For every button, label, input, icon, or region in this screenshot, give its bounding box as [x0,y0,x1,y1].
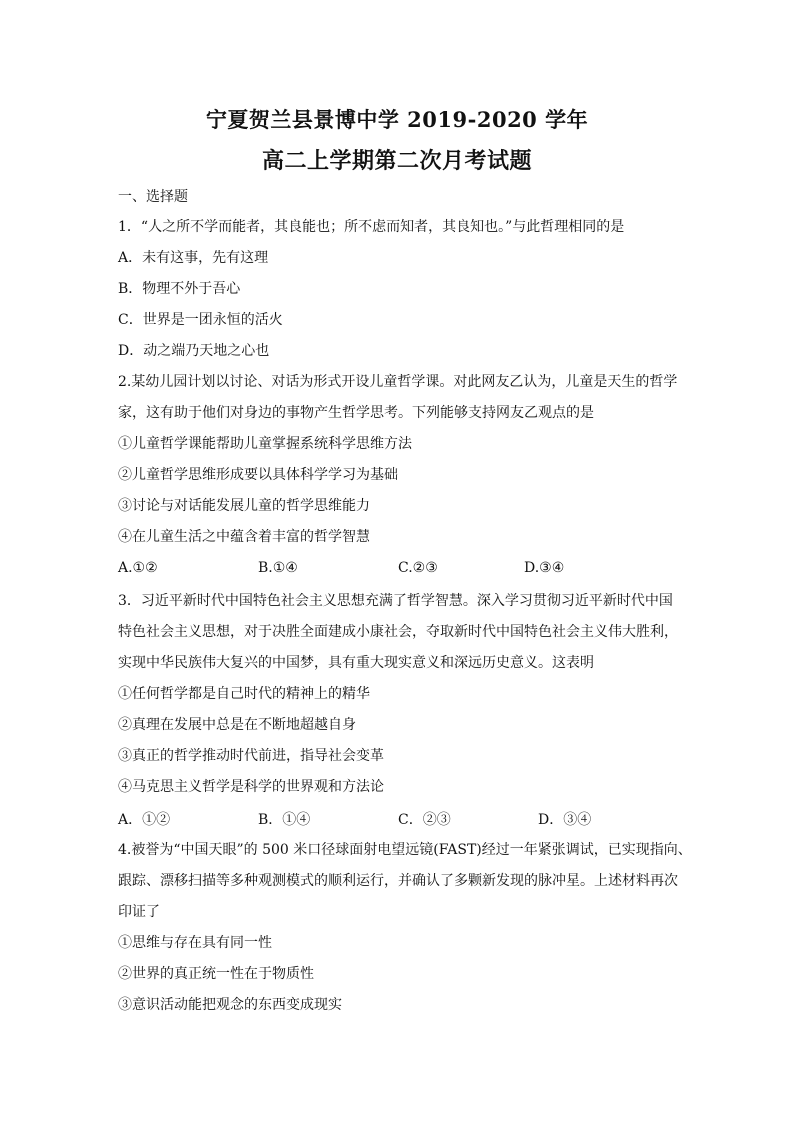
q4-item-2: ②世界的真正统一性在于物质性 [118,966,314,982]
q2-choice-b: B.①④ [258,560,298,576]
q1-option-d: D．动之端乃天地之心也 [118,343,270,359]
q2-stem-line1: 2.某幼儿园计划以讨论、对话为形式开设儿童哲学课。对此网友乙认为，儿童是天生的哲学 [118,374,678,390]
q1-stem: 1．“人之所不学而能者，其良能也；所不虑而知者，其良知也。”与此哲理相同的是 [118,219,625,235]
q2-choices [118,560,684,580]
q3-choice-b: B．①④ [258,812,311,828]
q2-stem-line2: 家，这有助于他们对身边的事物产生哲学思考。下列能够支持网友乙观点的是 [118,405,594,421]
q2-choice-d: D.③④ [524,560,565,576]
q3-item-4: ④马克思主义哲学是科学的世界观和方法论 [118,779,384,795]
q3-item-2: ②真理在发展中总是在不断地超越自身 [118,717,356,733]
q1-option-b: B．物理不外于吾心 [118,281,241,297]
q3-stem-line3: 实现中华民族伟大复兴的中国梦，具有重大现实意义和深远历史意义。这表明 [118,655,594,671]
q4-stem-line3: 印证了 [118,904,160,920]
q4-item-1: ①思维与存在具有同一性 [118,935,272,951]
q3-choice-c: C．②③ [398,812,451,828]
q2-item-4: ④在儿童生活之中蕴含着丰富的哲学智慧 [118,529,370,545]
q3-choice-a: A．①② [118,812,171,828]
q2-choice-a: A.①② [118,560,158,576]
q2-item-2: ②儿童哲学思维形成要以具体科学学习为基础 [118,467,398,483]
q3-item-1: ①任何哲学都是自己时代的精神上的精华 [118,686,370,702]
section-heading: 一、选择题 [118,189,188,205]
q2-choice-c: C.②③ [398,560,438,576]
q3-stem-line1: 3．习近平新时代中国特色社会主义思想充满了哲学智慧。深入学习贯彻习近平新时代中国 [118,593,673,609]
q3-item-3: ③真正的哲学推动时代前进，指导社会变革 [118,748,384,764]
q4-item-3: ③意识活动能把观念的东西变成现实 [118,997,342,1013]
q3-choices [118,809,684,829]
q4-stem-line1: 4.被誉为“中国天眼”的 500 米口径球面射电望远镜(FAST)经过一年紧张调试，已实现指向、 [118,842,692,858]
q2-item-3: ③讨论与对话能发展儿童的哲学思维能力 [118,498,370,514]
exam-title-line1: 宁夏贺兰县景博中学 2019-2020 学年 [205,107,589,132]
q2-item-1: ①儿童哲学课能帮助儿童掌握系统科学思维方法 [118,436,412,452]
q3-stem-line2: 特色社会主义思想，对于决胜全面建成小康社会，夺取新时代中国特色社会主义伟大胜利， [118,624,678,640]
q4-stem-line2: 跟踪、漂移扫描等多种观测模式的顺利运行，并确认了多颗新发现的脉冲星。上述材料再次 [118,873,678,889]
q1-option-c: C．世界是一团永恒的活火 [118,312,283,328]
exam-title-line2: 高二上学期第二次月考试题 [261,148,532,174]
q1-option-a: A．未有这事，先有这理 [118,250,269,266]
q3-choice-d: D．③④ [538,812,592,828]
